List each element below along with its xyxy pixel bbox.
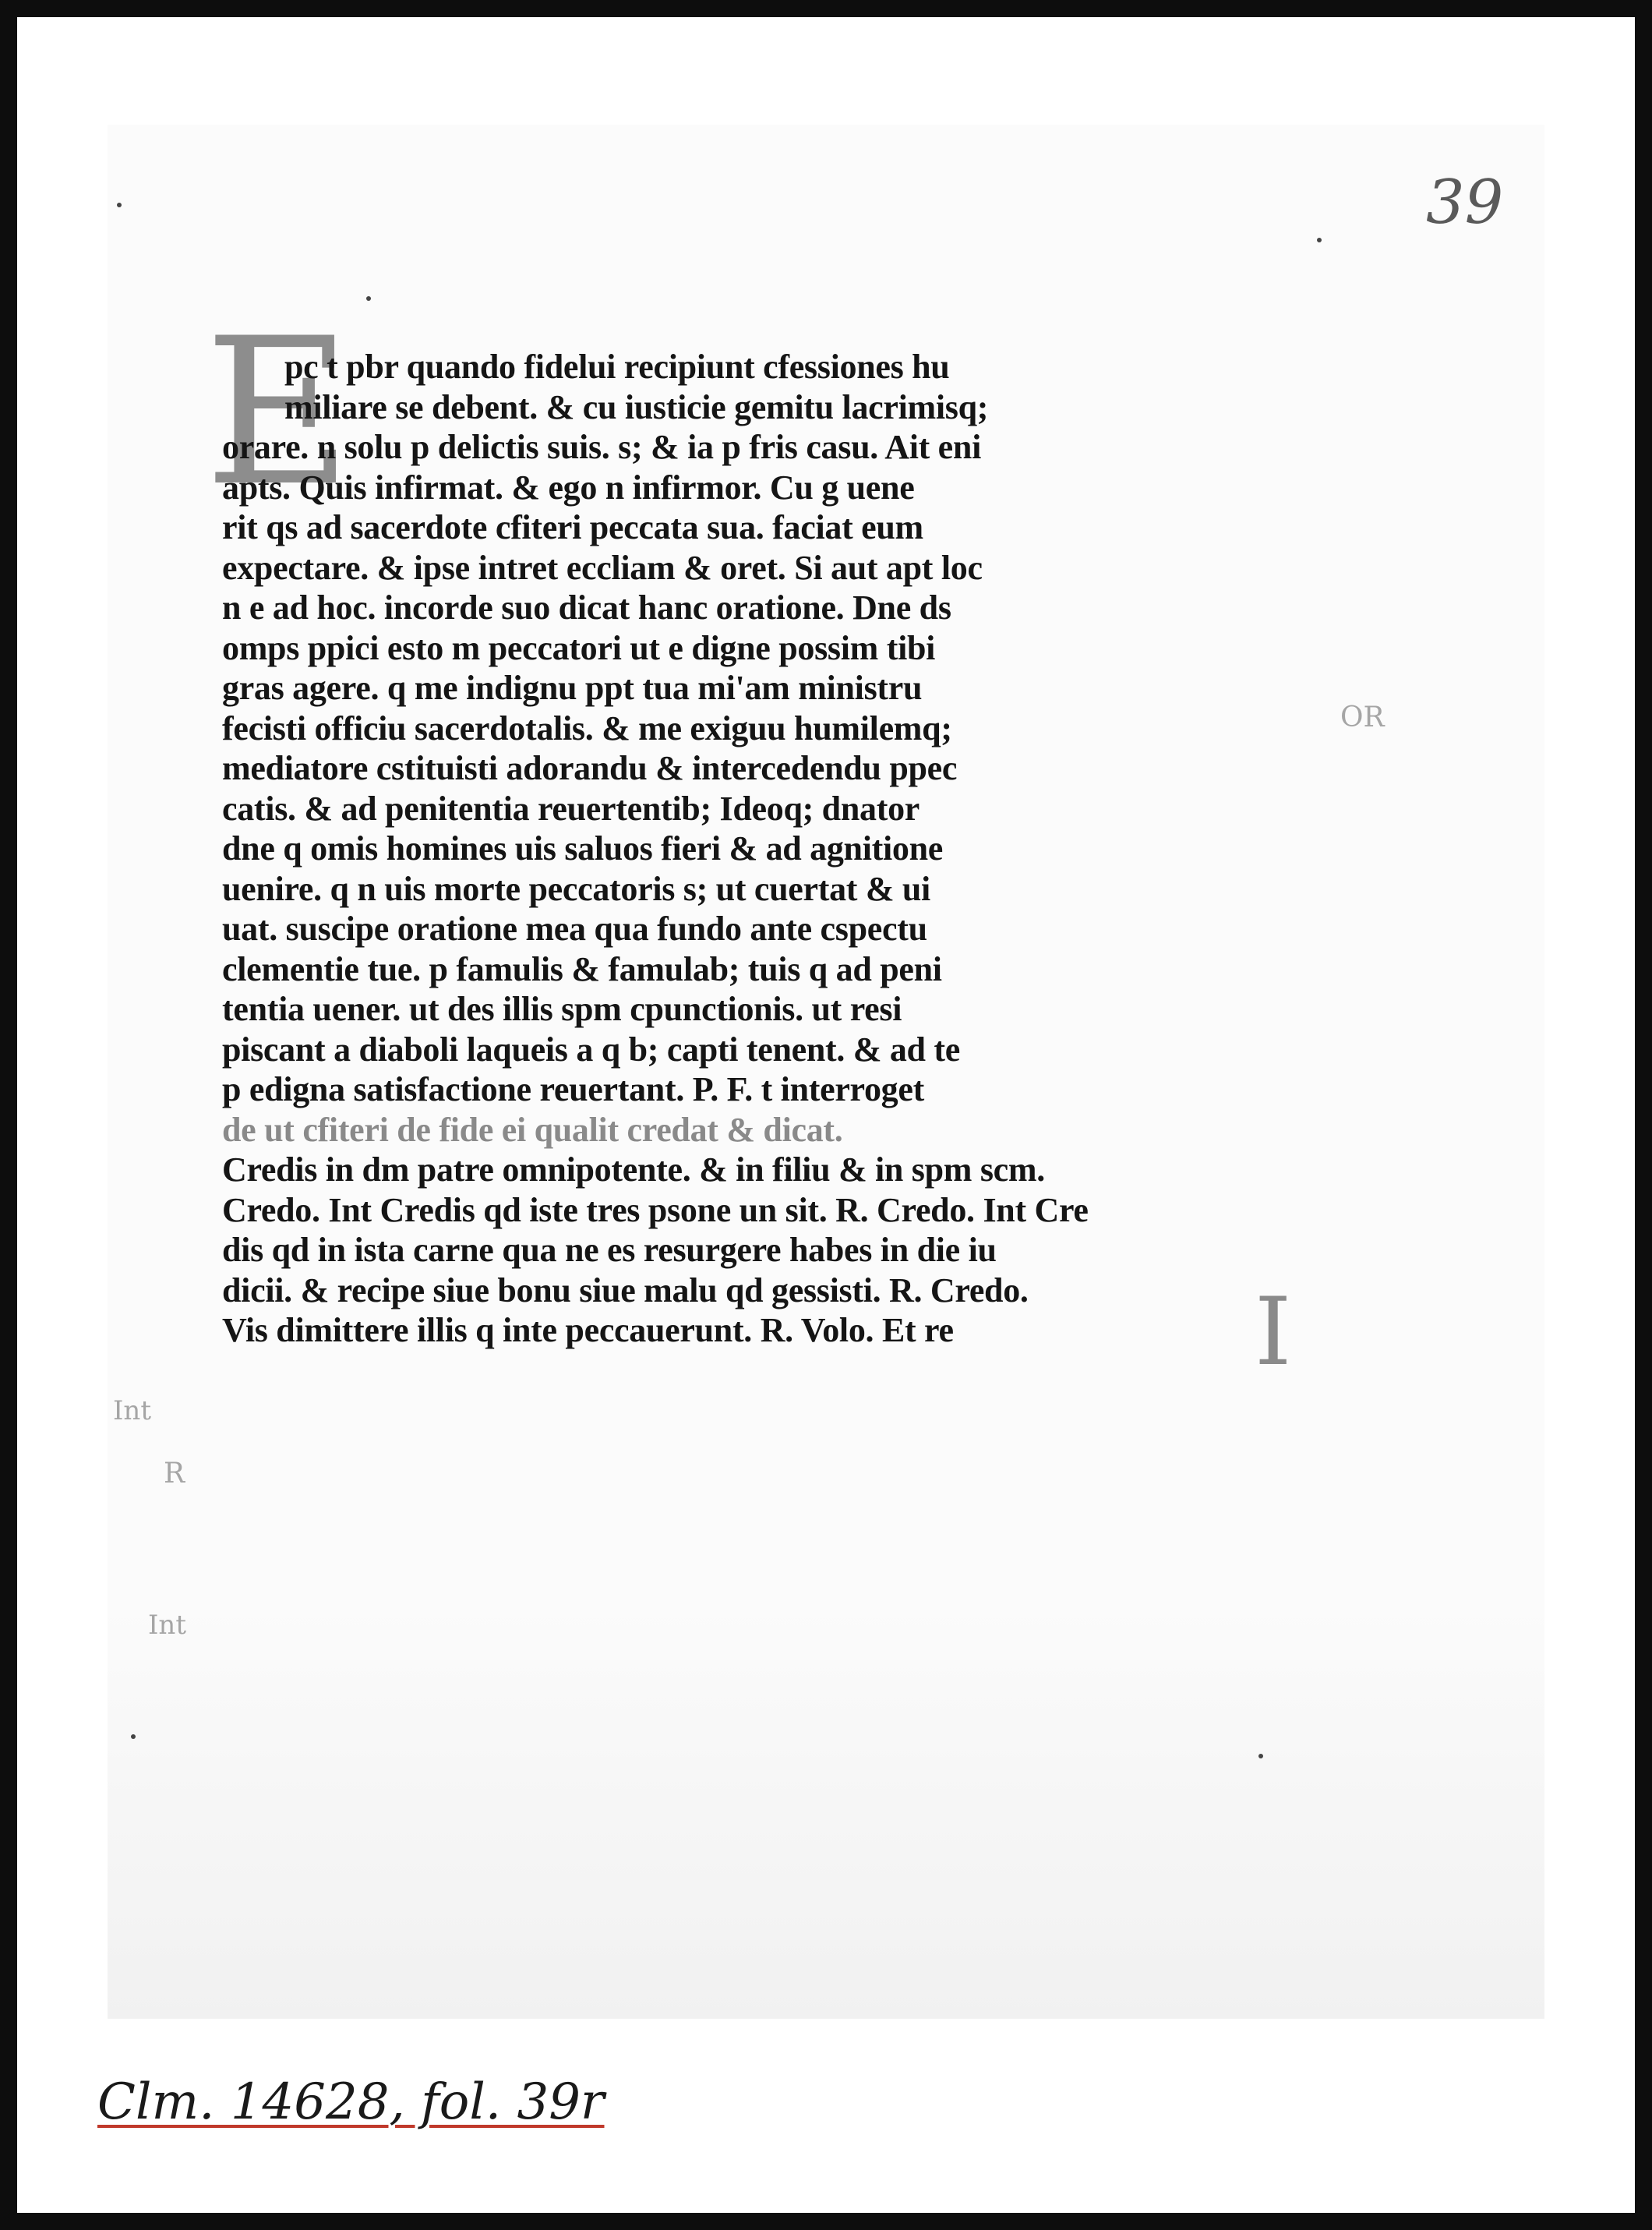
shelfmark-label: Clm. 14628, fol. 39r [97,2073,605,2131]
text-line: gras agere. q me indignu ppt tua mi'am ministru [222,669,923,707]
text-line: dis qd in ista carne qua ne es resurgere habes in die iu [222,1231,997,1269]
scan-speck [366,296,371,301]
scan-speck [117,203,122,207]
text-line: clementie tue. p famulis & famulab; tuis q ad peni [222,949,942,988]
text-line: Vis dimittere illis q inte peccauerunt. R. Volo. Et re [222,1311,954,1349]
text-line: catis. & ad penitentia reuertentib; Ideoq; dnator [222,789,920,828]
scan-speck [1258,1754,1263,1758]
text-line: uenire. q n uis morte peccatoris s; ut cuertat & ui [222,869,930,908]
text-line: piscant a diaboli laqueis a q b; capti tenent. & ad te [222,1030,961,1069]
text-line: omps ppici esto m peccatori ut e digne possim tibi [222,628,936,667]
text-line: tentia uener. ut des illis spm cpunctionis. ut resi [222,990,902,1028]
margin-mark-interrog-2: Int [148,1610,186,1641]
text-line: pc t pbr quando fidelui recipiunt cfessiones hu [284,348,950,386]
text-line: p edigna satisfactione reuertant. P. F. t interroget [222,1070,924,1108]
text-line: dne q omis homines uis saluos fieri & ad agnitione [222,829,944,868]
text-line: n e ad hoc. incorde suo dicat hanc oratione. Dne ds [222,588,951,627]
text-line: miliare se debent. & cu iusticie gemitu lacrimisq; [284,387,989,426]
text-line: orare. n solu p delictis suis. s; & ia p fris casu. Ait eni [222,428,981,466]
text-line: mediatore cstituisti adorandu & intercedendu ppec [222,749,958,787]
text-line: fecisti officiu sacerdotalis. & me exiguu humilemq; [222,709,952,747]
margin-mark-response: R [164,1458,185,1490]
text-line: apts. Quis infirmat. & ego n infirmor. Cu g uene [222,468,915,507]
margin-mark-interrog: Int [113,1395,151,1426]
text-line: rit qs ad sacerdote cfiteri peccata sua. faciat eum [222,508,923,546]
margin-mark-or: OR [1340,702,1385,733]
text-line: de ut cfiteri de fide ei qualit credat & dicat. [222,1110,843,1149]
decorated-initial: E [204,295,352,531]
text-line: dicii. & recipe siue bonu siue malu qd gessisti. R. Credo. [222,1270,1029,1309]
text-line: Credo. Int Credis qd iste tres psone un sit. R. Credo. Int Cre [222,1190,1089,1229]
text-line: Credis in dm patre omnipotente. & in filiu & in spm scm. [222,1150,1045,1189]
text-line: expectare. & ipse intret eccliam & oret. Si aut apt loc [222,548,983,587]
page-shadow [108,1606,1544,2019]
scan-speck [1317,238,1322,242]
scan-speck [131,1734,136,1739]
margin-large-i: I [1255,1278,1292,1387]
text-line: uat. suscipe oratione mea qua fundo ante cspectu [222,910,927,948]
manuscript-text [222,347,1290,1351]
folio-number: 39 [1426,168,1504,238]
